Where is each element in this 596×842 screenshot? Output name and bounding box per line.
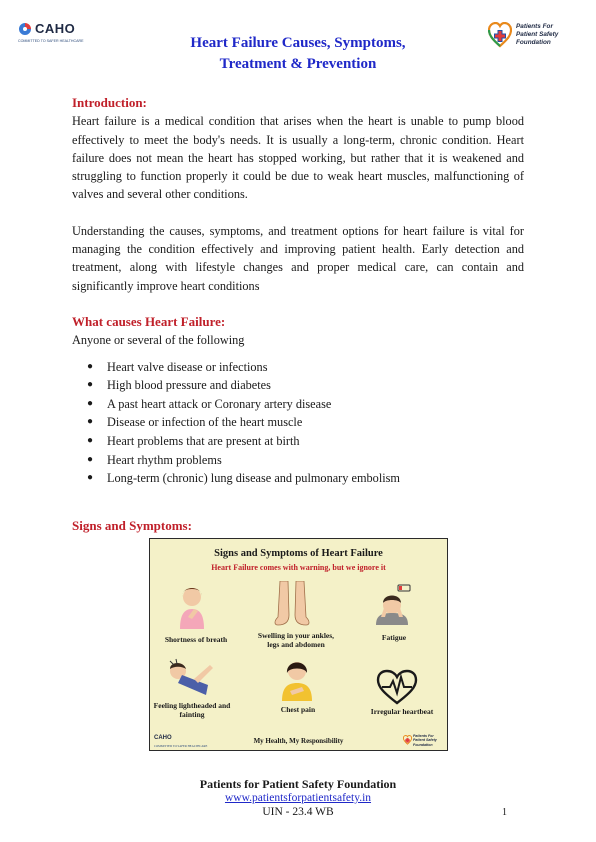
- causes-list-item: ● Long-term (chronic) lung disease and pulmonary embolism: [72, 469, 524, 488]
- swollen-feet-icon: [274, 581, 310, 627]
- symptom-label: Fatigue: [381, 633, 407, 642]
- infographic-subtitle: Heart Failure comes with warning, but we ignore it: [211, 563, 386, 572]
- symptoms-infographic: [149, 538, 448, 751]
- heart-cross-icon: [403, 735, 412, 745]
- caho-logo-name: CAHO: [35, 21, 76, 36]
- symptom-label: Irregular heartbeat: [370, 707, 434, 716]
- symptom-label: fainting: [179, 710, 205, 719]
- chest-pain-woman-icon: [278, 655, 316, 701]
- infographic-caho-tagline: COMMITTED TO SAFER HEALTHCARE: [154, 744, 208, 748]
- foundation-logo-line3: Foundation: [516, 39, 551, 47]
- introduction-paragraph-1: Heart failure is a medical condition that arises when the heart is unable to pump blood effectively to meet the body's needs. It is usually a long-term, chronic condition. Heart failure does not mean the heart has stopped working, but rather that it is weakened and struggling to function properly it could be due to weak heart muscles, malfunctioning of valves and several other conditions.: [72, 114, 524, 202]
- tired-man-icon: [372, 583, 416, 625]
- introduction-paragraph-2: Understanding the causes, symptoms, and treatment options for heart failure is vital for managing the condition effectively and improving patient health. Early detection and treatment, along with lifestyle changes and proper medical care, can contain and significantly improve heart conditions: [72, 223, 524, 293]
- caho-logo-tagline: COMMITTED TO SAFER HEALTHCARE: [18, 39, 84, 43]
- introduction-heading: Introduction:: [72, 95, 147, 110]
- page-number: 1: [502, 807, 507, 818]
- causes-heading: What causes Heart Failure:: [72, 313, 226, 329]
- page-title-line1: Heart Failure Causes, Symptoms,: [190, 35, 406, 51]
- causes-intro: Anyone or several of the following: [72, 333, 245, 348]
- page-title-line2: Treatment & Prevention: [219, 56, 377, 72]
- infographic-foundation-line3: Foundation: [413, 742, 433, 747]
- foundation-logo: [488, 20, 588, 54]
- heart-cross-icon: [488, 22, 512, 48]
- causes-list: [72, 358, 524, 488]
- symptom-label: Swelling in your ankles,: [257, 631, 335, 640]
- infographic-foundation-line2: Patient Safety: [413, 738, 437, 743]
- causes-list-item: ● A past heart attack or Coronary artery disease: [72, 395, 524, 414]
- causes-list-item: ● Heart problems that are present at birth: [72, 432, 524, 451]
- fainting-man-icon: [164, 657, 220, 697]
- symptom-label: Feeling lightheaded and: [153, 701, 231, 710]
- symptom-label: Shortness of breath: [164, 635, 228, 644]
- symptom-label: Chest pain: [280, 705, 316, 714]
- footer-uin: UIN - 23.4 WB: [262, 806, 334, 818]
- causes-list-item: ● Disease or infection of the heart muscle: [72, 413, 524, 432]
- caho-logo: [18, 22, 88, 46]
- infographic-foundation-line1: Patients For: [413, 734, 434, 738]
- footer-website-link[interactable]: www.patientsforpatientsafety.in: [224, 792, 372, 804]
- main-content: [72, 94, 524, 488]
- infographic-title: Signs and Symptoms of Heart Failure: [214, 548, 383, 559]
- infographic-foundation-logo: [403, 733, 445, 749]
- infographic-caho-logo: CAHO: [154, 735, 172, 741]
- causes-list-item: ● Heart rhythm problems: [72, 451, 524, 470]
- breathless-woman-icon: [172, 579, 212, 629]
- foundation-logo-line2: Patient Safety: [516, 31, 559, 39]
- heartbeat-icon: [376, 669, 418, 705]
- symptoms-heading: Signs and Symptoms:: [72, 518, 192, 533]
- caho-logo-icon: [18, 22, 32, 36]
- infographic-footer: My Health, My Responsibility: [253, 737, 344, 745]
- causes-list-item: ● Heart valve disease or infections: [72, 358, 524, 377]
- footer-organization: Patients for Patient Safety Foundation: [199, 777, 397, 791]
- causes-list-item: ● High blood pressure and diabetes: [72, 376, 524, 395]
- foundation-logo-line1: Patients For: [516, 23, 553, 30]
- symptom-label: legs and abdomen: [267, 640, 325, 649]
